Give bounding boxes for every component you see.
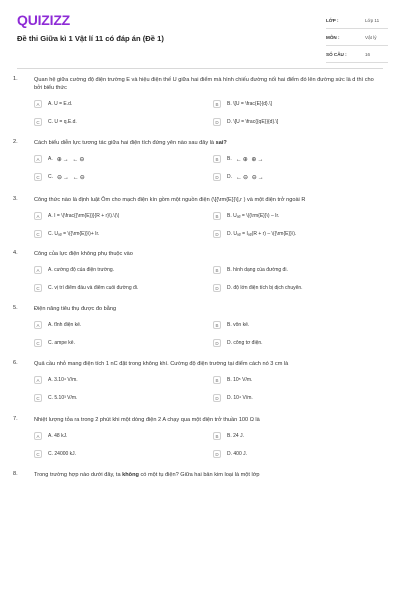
meta-key: MÔN : [326, 35, 340, 40]
question-item [0, 360, 400, 404]
choice-letter-box: C [34, 118, 42, 126]
meta-key: LỚP : [326, 18, 339, 23]
meta-row-question-count [326, 46, 388, 63]
choice-row [34, 210, 382, 222]
answer-choice-c[interactable] [34, 116, 203, 128]
answer-choice-c[interactable] [34, 448, 203, 460]
choice-letter-box: C [34, 284, 42, 292]
choice-row [34, 153, 382, 165]
choice-text: D. 10⁴ V/m. [227, 395, 253, 401]
choice-text: D. [227, 174, 232, 180]
charge-force-diagram-icon: ⊖→ ←⊖ [57, 174, 86, 181]
choice-text: D. \[U = \frac{{qE}}{d}.\] [227, 119, 279, 125]
choice-grid [34, 210, 382, 240]
choice-row [34, 98, 382, 110]
choice-text: C. Uₐᵦ = \({\rm{E}}\)+ Ir. [48, 231, 100, 237]
answer-choice-b[interactable] [213, 210, 382, 222]
answer-choice-a[interactable] [34, 430, 203, 442]
question-text: Nhiệt lượng tỏa ra trong 2 phút khi một dòng điện 2 A chạy qua một điện trở thuần 100 Ω là [34, 417, 260, 423]
choice-grid [34, 98, 382, 128]
choice-row [34, 392, 382, 404]
question-text-part: có một tụ điện? Giữa hai bản kim loại là một lớp [138, 472, 260, 478]
choice-text: C. [48, 174, 53, 180]
choice-letter-box: C [34, 339, 42, 347]
question-text: Điện năng tiêu thụ được đo bằng [34, 306, 117, 312]
meta-value: Lớp 11 [365, 18, 380, 23]
choice-letter-box: C [34, 450, 42, 458]
choice-letter-box: A [34, 212, 42, 220]
question-item [0, 416, 400, 460]
choice-text: A. cường độ của điện trường. [48, 267, 115, 273]
answer-choice-d[interactable] [213, 228, 382, 240]
question-number: 2. [13, 139, 18, 145]
choice-text: B. [227, 156, 232, 162]
choice-text: D. Uₐᵦ = Iₐᵦ(R + r) – \({\rm{E}}\). [227, 231, 297, 237]
question-list [0, 76, 400, 479]
answer-choice-a[interactable] [34, 264, 203, 276]
answer-choice-a[interactable] [34, 98, 203, 110]
answer-choice-d[interactable] [213, 392, 382, 404]
question-text: Quan hệ giữa cường độ điện trường E và hiệu điện thế U giữa hai điểm mà hình chiếu đường nối hai điểm đó lên đường sức là d thì cho bởi biểu thức [34, 77, 374, 91]
answer-choice-b[interactable] [213, 430, 382, 442]
choice-letter-box: D [213, 173, 221, 181]
question-text-part: Cách biểu diễn lực tương tác giữa hai điện tích đứng yên nào sau đây là [34, 140, 216, 146]
question-number: 8. [13, 471, 18, 477]
question-text: Công của lực điện không phụ thuộc vào [34, 251, 133, 257]
question-text [34, 471, 382, 479]
answer-choice-c[interactable] [34, 171, 203, 183]
choice-text: A. 3.10⁴ V/m. [48, 377, 78, 383]
answer-choice-b[interactable] [213, 98, 382, 110]
quizizz-logo: QUIZIZZ [17, 12, 71, 28]
choice-letter-box: B [213, 212, 221, 220]
answer-choice-d[interactable] [213, 448, 382, 460]
choice-text: C. vị trí điểm đầu và điểm cuối đường đi. [48, 285, 139, 291]
choice-text: B. 10⁵ V/m. [227, 377, 253, 383]
choice-row [34, 374, 382, 386]
choice-text: C. 24000 kJ. [48, 451, 77, 457]
choice-row [34, 319, 382, 331]
answer-choice-c[interactable] [34, 282, 203, 294]
choice-letter-box: D [213, 394, 221, 402]
question-text-emphasis: không [122, 472, 139, 478]
choice-text: B. 24 J. [227, 433, 244, 439]
choice-letter-box: A [34, 432, 42, 440]
choice-text: D. công tơ điện. [227, 340, 263, 346]
choice-letter-box: A [34, 155, 42, 163]
choice-text: D. 400 J. [227, 451, 248, 457]
question-number: 5. [13, 305, 18, 311]
answer-choice-d[interactable] [213, 171, 382, 183]
choice-letter-box: C [34, 394, 42, 402]
worksheet-header [0, 0, 400, 64]
choice-row [34, 116, 382, 128]
meta-row-subject [326, 29, 388, 46]
choice-letter-box: D [213, 339, 221, 347]
choice-text: A. tĩnh điện kế. [48, 322, 82, 328]
choice-text: B. vôn kế. [227, 322, 250, 328]
choice-letter-box: A [34, 321, 42, 329]
choice-row [34, 430, 382, 442]
meta-value: 16 [365, 52, 371, 57]
question-number: 7. [13, 416, 18, 422]
question-text-emphasis: sai? [215, 140, 227, 146]
choice-row [34, 337, 382, 349]
answer-choice-a[interactable] [34, 153, 203, 165]
choice-letter-box: D [213, 284, 221, 292]
answer-choice-b[interactable] [213, 264, 382, 276]
question-number: 4. [13, 250, 18, 256]
choice-text: A. U = E.d. [48, 101, 73, 107]
answer-choice-b[interactable] [213, 153, 382, 165]
choice-text: B. Uₐᵦ = \({\rm{E}}\) – Ir. [227, 213, 280, 219]
choice-text: A. I = \(\frac{{\rm{E}}}{R + r}\).\(\) [48, 213, 120, 219]
choice-letter-box: D [213, 230, 221, 238]
meta-row-class [326, 12, 388, 29]
choice-letter-box: A [34, 266, 42, 274]
choice-letter-box: C [34, 230, 42, 238]
choice-row [34, 171, 382, 183]
question-item [0, 139, 400, 183]
question-text [34, 139, 382, 147]
answer-choice-a[interactable] [34, 210, 203, 222]
choice-text: A. [48, 156, 53, 162]
answer-choice-a[interactable] [34, 319, 203, 331]
answer-choice-d[interactable] [213, 116, 382, 128]
choice-letter-box: A [34, 376, 42, 384]
choice-grid [34, 264, 382, 294]
choice-letter-box: D [213, 118, 221, 126]
choice-row [34, 228, 382, 240]
choice-letter-box: B [213, 321, 221, 329]
charge-force-diagram-icon: ←⊖ ⊖→ [236, 174, 265, 181]
charge-force-diagram-icon: ←⊕ ⊕→ [235, 156, 265, 163]
question-item [0, 471, 400, 479]
question-text: Quả cầu nhỏ mang điện tích 1 nC đặt trong không khí. Cường độ điện trường tại điểm cách nó 3 cm là [34, 361, 289, 367]
choice-text: B. \[U = \frac{E}{d}.\] [227, 101, 272, 107]
answer-choice-c[interactable] [34, 392, 203, 404]
choice-letter-box: B [213, 432, 221, 440]
choice-grid [34, 430, 382, 460]
choice-row [34, 448, 382, 460]
header-divider [17, 68, 383, 69]
choice-grid [34, 374, 382, 404]
meta-key: SỐ CÂU : [326, 52, 347, 57]
question-number: 1. [13, 76, 18, 82]
choice-text: C. U = q.E.d. [48, 119, 77, 125]
answer-choice-c[interactable] [34, 228, 203, 240]
answer-choice-d[interactable] [213, 337, 382, 349]
question-text-part: Trong trường hợp nào dưới đây, ta [34, 472, 123, 478]
choice-text: A. 48 kJ. [48, 433, 68, 439]
meta-value: Vật lý [365, 35, 377, 40]
answer-choice-b[interactable] [213, 374, 382, 386]
question-item [0, 76, 400, 128]
meta-table [326, 12, 388, 63]
choice-letter-box: B [213, 155, 221, 163]
answer-choice-c[interactable] [34, 337, 203, 349]
choice-letter-box: B [213, 100, 221, 108]
answer-choice-d[interactable] [213, 282, 382, 294]
choice-letter-box: C [34, 173, 42, 181]
choice-row [34, 282, 382, 294]
choice-letter-box: D [213, 450, 221, 458]
question-text: Công thức nào là định luật Ôm cho mạch điện kín gồm một nguồn điện (\[{\rm{E}}\],r ) và một điện trở ngoài R [34, 197, 306, 203]
choice-grid [34, 319, 382, 349]
choice-text: C. ampe kế. [48, 340, 75, 346]
question-item [0, 196, 400, 240]
choice-letter-box: A [34, 100, 42, 108]
question-item [0, 305, 400, 349]
choice-letter-box: B [213, 376, 221, 384]
choice-text: D. độ lớn điện tích bị dịch chuyển. [227, 285, 303, 291]
choice-letter-box: B [213, 266, 221, 274]
question-number: 6. [13, 360, 18, 366]
answer-choice-b[interactable] [213, 319, 382, 331]
question-item [0, 250, 400, 294]
choice-grid [34, 153, 382, 183]
choice-row [34, 264, 382, 276]
choice-text: C. 5.10³ V/m. [48, 395, 78, 401]
choice-text: B. hình dạng của đường đi. [227, 267, 288, 273]
answer-choice-a[interactable] [34, 374, 203, 386]
charge-force-diagram-icon: ⊕→ ←⊖ [56, 156, 86, 163]
document-title: Đề thi Giữa kì 1 Vật lí 11 có đáp án (Đề 1) [17, 34, 164, 43]
question-number: 3. [13, 196, 18, 202]
